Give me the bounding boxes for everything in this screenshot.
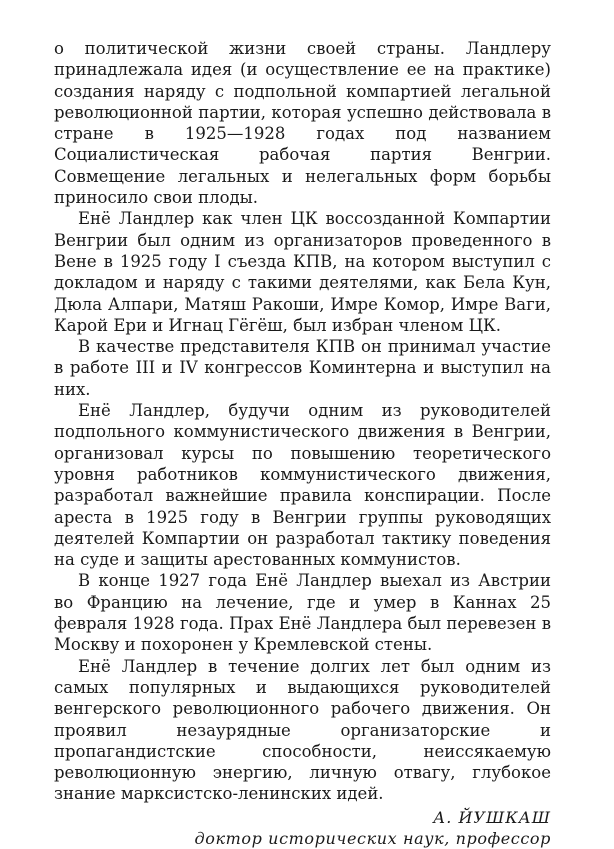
paragraph-5: В конце 1927 года Енё Ландлер выехал из Австрии во Францию на лечение, где и умер в Каннах 25 февраля 1928 года. Прах Енё Ландлера был перевезен в Москву и похоронен у Кремлевской стены.: [54, 571, 551, 655]
document-page: [54, 38, 551, 849]
paragraph-2: Енё Ландлер как член ЦК воссозданной Компартии Венгрии был одним из организаторов проведенного в Вене в 1925 году I съезда КПВ, на котором выступил с докладом и наряду с такими деятелями, как Бела Кун, Дюла Алпари, Матяш Ракоши, Имре Комор, Имре Ваги, Карой Ери и Игнац Гёгёш, был избран членом ЦК.: [54, 209, 551, 335]
signature-block: [54, 807, 551, 849]
paragraph-4: Енё Ландлер, будучи одним из руководителей подпольного коммунистического движения в Венгрии, организовал курсы по повышению теоретического уровня работников коммунистического движения, разработал важнейшие правила конспирации. После ареста в 1925 году в Венгрии группы руководящих деятелей Компартии он разработал тактику поведения на суде и защиты арестованных коммунистов.: [54, 401, 551, 570]
author-title: доктор исторических наук, профессор: [194, 828, 551, 848]
paragraph-1: о политической жизни своей страны. Ландлеру принадлежала идея (и осуществление ее на практике) создания наряду с подпольной компартией легальной революционной партии, которая успешно действовала в стране в 1925—1928 годах под названием Социалистическая рабочая партия Венгрии. Совмещение легальных и нелегальных форм борьбы приносило свои плоды.: [54, 39, 551, 208]
author-name: А. ЙУШКАШ: [433, 807, 551, 827]
paragraph-6: Енё Ландлер в течение долгих лет был одним из самых популярных и выдающихся руководителей венгерского революционного рабочего движения. Он проявил незаурядные организаторские и пропагандистские способности, неиссякаемую революционную энергию, личную отвагу, глубокое знание марксистско-ленинских идей.: [54, 656, 551, 804]
paragraph-3: В качестве представителя КПВ он принимал участие в работе III и IV конгрессов Коминтерна и выступил на них.: [54, 337, 551, 399]
